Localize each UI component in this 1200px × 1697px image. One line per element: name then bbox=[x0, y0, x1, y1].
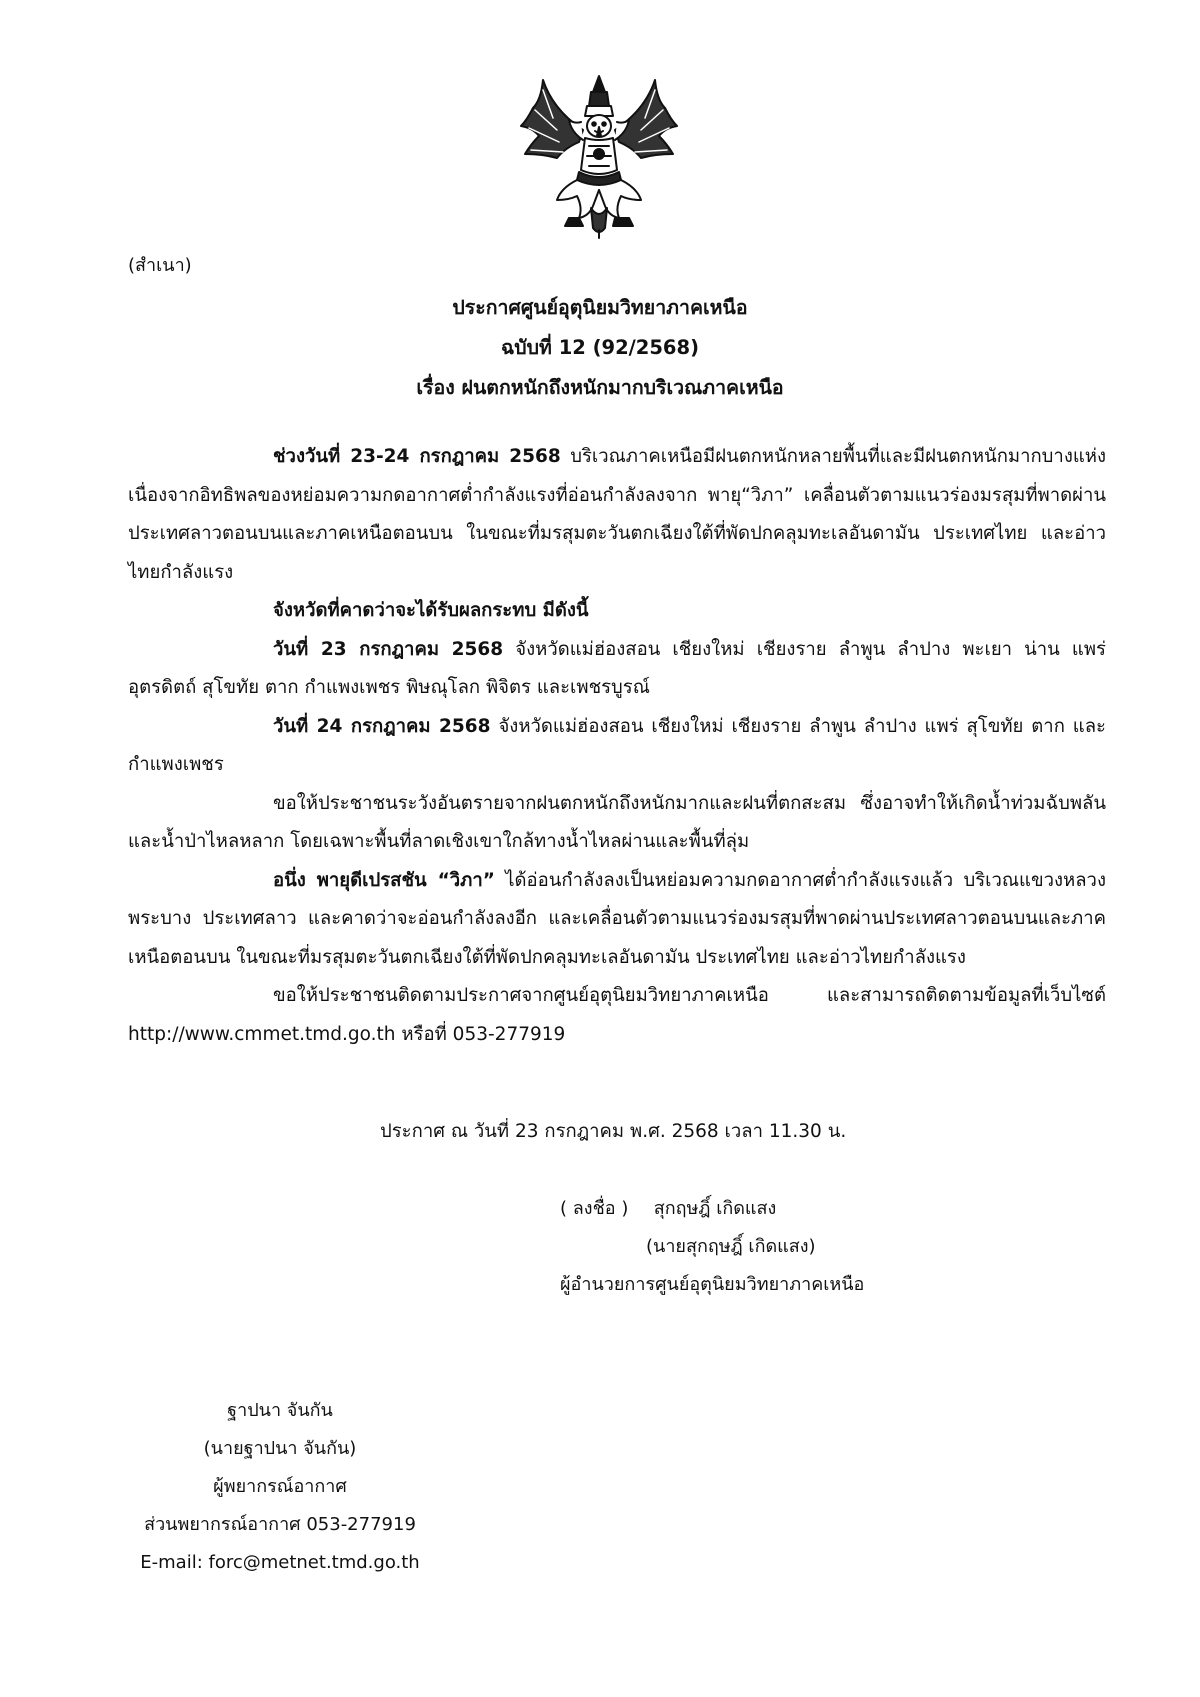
heading-subject: เรื่อง ฝนตกหนักถึงหนักมากบริเวณภาคเหนือ bbox=[416, 376, 784, 399]
day-24-provinces: จังหวัดแม่ฮ่องสอน เชียงใหม่ เชียงราย ลำพูน ลำปาง แพร่ สุโขทัย ตาก และกำแพงเพชร bbox=[128, 715, 1106, 775]
website-link[interactable]: http://www.cmmet.tmd.go.th bbox=[128, 1023, 396, 1045]
paragraph-day-24 bbox=[128, 708, 1106, 785]
preparer-full-name: (นายฐาปนา จันกัน) bbox=[203, 1438, 357, 1459]
preparer-role: ผู้พยากรณ์อากาศ bbox=[213, 1476, 347, 1497]
affected-provinces-heading: จังหวัดที่คาดว่าจะได้รับผลกระทบ มีดังนี้ bbox=[273, 600, 589, 621]
follow-up-text: ขอให้ประชาชนติดตามประกาศจากศูนย์อุตุนิยมวิทยาภาคเหนือ และสามารถติดตามข้อมูลที่เว็บไซต์ bbox=[273, 985, 1106, 1006]
paragraph-day-23 bbox=[128, 631, 1106, 708]
heading-issue-number: ฉบับที่ 12 (92/2568) bbox=[501, 336, 699, 359]
signatory-title: ผู้อำนวยการศูนย์อุตุนิยมวิทยาภาคเหนือ bbox=[560, 1274, 865, 1295]
paragraph-warning: ขอให้ประชาชนระวังอันตรายจากฝนตกหนักถึงหนักมากและฝนที่ตกสะสม ซึ่งอาจทำให้เกิดน้ำท่วมฉับพลันและน้ำป่าไหลหลาก โดยเฉพาะพื้นที่ลาดเชิงเขาใกล้ทางน้ำไหลผ่านและพื้นที่ลุ่ม bbox=[128, 792, 1106, 852]
copy-mark: (สำเนา) bbox=[128, 255, 192, 276]
situation-period: ช่วงวันที่ 23-24 กรกฎาคม 2568 bbox=[273, 446, 561, 467]
preparer-name: ฐาปนา จันกัน bbox=[227, 1400, 333, 1421]
paragraph-situation bbox=[128, 438, 1106, 592]
day-24-label: วันที่ 24 กรกฎาคม 2568 bbox=[273, 715, 491, 737]
follow-up-phone: หรือที่ 053-277919 bbox=[395, 1023, 566, 1045]
garuda-emblem-icon bbox=[513, 70, 685, 240]
situation-text: บริเวณภาคเหนือมีฝนตกหนักหลายพื้นที่และมีฝนตกหนักมากบางแห่ง เนื่องจากอิทธิพลของหย่อมความกดอากาศต่ำกำลังแรงที่อ่อนกำลังลงจาก พายุ“วิภา” เคลื่อนตัวตามแนวร่องมรสุมที่พาดผ่านประเทศลาวตอนบนและภาคเหนือตอนบน ในขณะที่มรสุมตะวันตกเฉียงใต้ที่พัดปกคลุมทะเลอันดามัน ประเทศไทย และอ่าวไทยกำลังแรง bbox=[128, 446, 1107, 583]
day-23-provinces: จังหวัดแม่ฮ่องสอน เชียงใหม่ เชียงราย ลำพูน ลำปาง พะเยา น่าน แพร่ อุตรดิตถ์ สุโขทัย ตาก กำแพงเพชร พิษณุโลก พิจิตร และเพชรบูรณ์ bbox=[128, 638, 1106, 698]
preparer-email: E-mail: forc@metnet.tmd.go.th bbox=[140, 1552, 420, 1573]
heading-title: ประกาศศูนย์อุตุนิยมวิทยาภาคเหนือ bbox=[452, 296, 748, 319]
signatory-full-name: (นายสุกฤษฎิ์ เกิดแสง) bbox=[646, 1236, 816, 1257]
announcement-heading bbox=[300, 288, 900, 408]
paragraph-storm-update bbox=[128, 862, 1106, 978]
storm-name: อนึ่ง พายุดีเปรสชัน “วิภา” bbox=[273, 869, 495, 891]
day-23-label: วันที่ 23 กรกฎาคม 2568 bbox=[273, 638, 504, 660]
paragraph-affected-heading bbox=[128, 592, 1106, 631]
announcement-body bbox=[128, 438, 1106, 1054]
announcement-date: ประกาศ ณ วันที่ 23 กรกฎาคม พ.ศ. 2568 เวลา 11.30 น. bbox=[380, 1121, 847, 1142]
storm-update-text: ได้อ่อนกำลังลงเป็นหย่อมความกดอากาศต่ำกำลังแรงแล้ว บริเวณแขวงหลวงพระบาง ประเทศลาว และคาดว่าจะอ่อนกำลังลงอีก และเคลื่อนตัวตามแนวร่องมรสุมที่พาดผ่านประเทศลาวตอนบนและภาคเหนือตอนบน ในขณะที่มรสุมตะวันตกเฉียงใต้ที่พัดปกคลุมทะเลอันดามัน ประเทศไทย และอ่าวไทยกำลังแรง bbox=[128, 869, 1106, 968]
preparer-department: ส่วนพยากรณ์อากาศ 053-277919 bbox=[144, 1514, 416, 1535]
signatory-name: สุกฤษฎิ์ เกิดแสง bbox=[653, 1198, 777, 1219]
preparer-block bbox=[130, 1392, 430, 1582]
paragraph-follow-up bbox=[128, 977, 1106, 1054]
signature-label: ( ลงชื่อ ) bbox=[560, 1198, 629, 1219]
signature-block bbox=[560, 1190, 864, 1304]
signature-line bbox=[560, 1190, 864, 1228]
